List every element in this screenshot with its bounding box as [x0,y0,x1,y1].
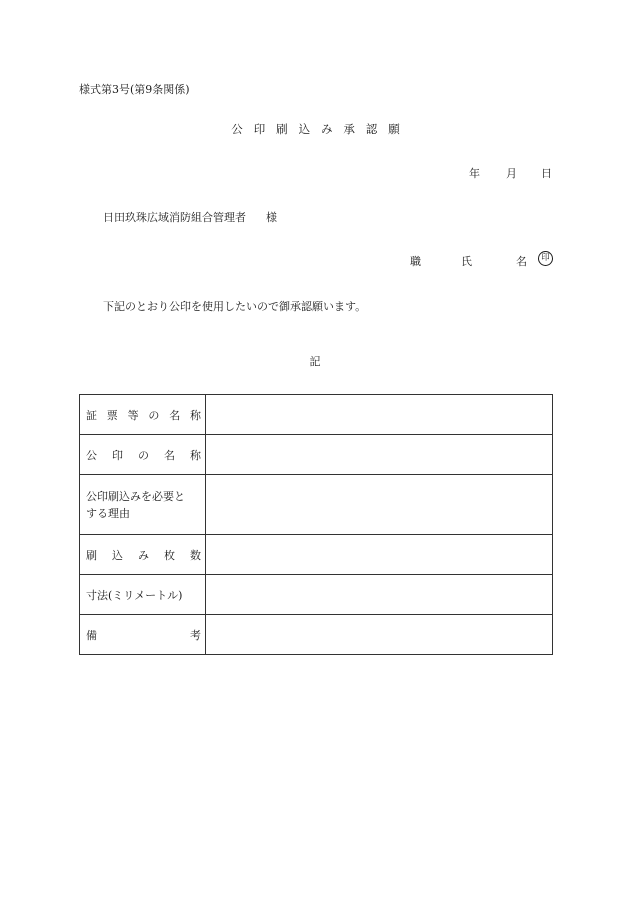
table-row [80,475,553,535]
remarks-field[interactable] [206,615,553,655]
signature-name-label-1: 氏 [461,255,472,268]
form-number: 様式第3号(第9条関係) [79,83,190,96]
date-year-label: 年 [469,167,480,180]
dimensions-field[interactable] [206,575,553,615]
date-day-label: 日 [541,167,552,180]
document-title: 公印刷込み承認願 [231,122,411,136]
addressee-suffix: 様 [266,211,277,224]
table-row [80,395,553,435]
ki-heading: 記 [309,355,321,368]
row-label-print-count: 刷 込 み 枚 数 [80,535,206,575]
date-month-label: 月 [506,167,517,180]
detail-table [79,394,553,655]
row-label-remarks: 備 考 [80,615,206,655]
certificate-name-field[interactable] [206,395,553,435]
row-label-reason: 公印刷込みを必要と する理由 [80,475,206,535]
table-row [80,615,553,655]
print-count-field[interactable] [206,535,553,575]
seal-name-field[interactable] [206,435,553,475]
signature-name-label-2: 名 [516,255,527,268]
row-label-dimensions: 寸法(ミリメートル) [80,575,206,615]
addressee-name: 日田玖珠広域消防組合管理者 [103,211,246,224]
table-row [80,535,553,575]
table-row [80,575,553,615]
row-label-certificate-name: 証 票 等 の 名 称 [80,395,206,435]
table-row [80,435,553,475]
seal-mark: 印 [538,251,553,266]
request-statement: 下記のとおり公印を使用したいので御承認願います。 [103,300,367,313]
row-label-seal-name: 公 印 の 名 称 [80,435,206,475]
signature-position-label: 職 [410,255,421,268]
reason-field[interactable] [206,475,553,535]
